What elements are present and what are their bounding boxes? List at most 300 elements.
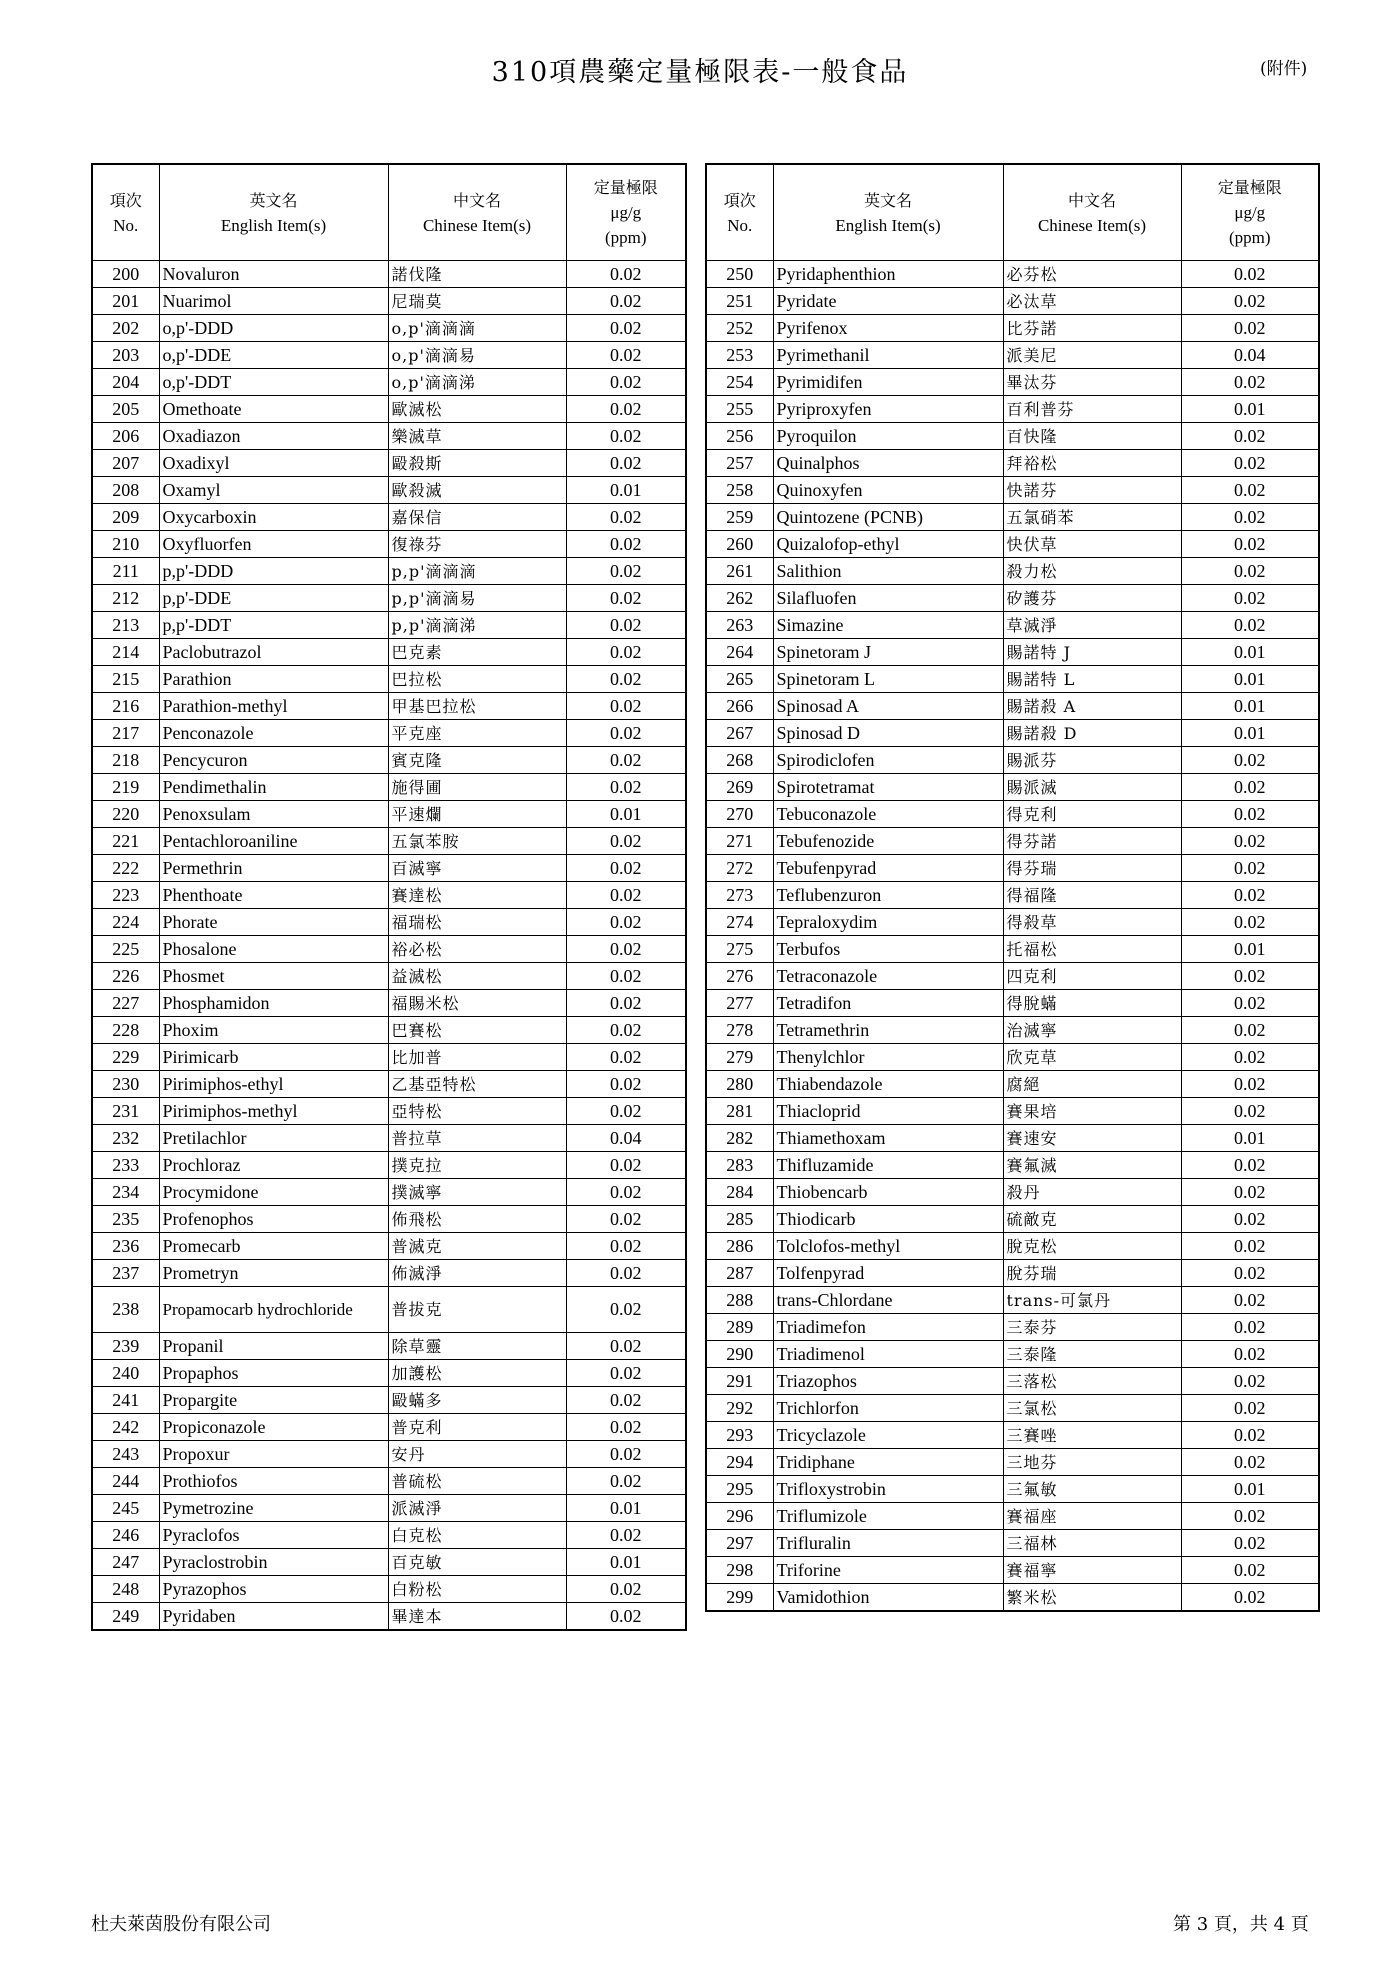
row-number: 230 bbox=[92, 1071, 159, 1098]
chinese-name: 得芬諾 bbox=[1003, 828, 1181, 855]
english-name: Thenylchlor bbox=[773, 1044, 1003, 1071]
english-name: Permethrin bbox=[159, 855, 388, 882]
english-name: Silafluofen bbox=[773, 585, 1003, 612]
chinese-name: 得脫蟎 bbox=[1003, 990, 1181, 1017]
table-row bbox=[706, 855, 1319, 882]
row-number: 218 bbox=[92, 747, 159, 774]
english-name: Tricyclazole bbox=[773, 1422, 1003, 1449]
row-number: 244 bbox=[92, 1468, 159, 1495]
annex-label: (附件) bbox=[1260, 59, 1308, 79]
chinese-name: 嘉保信 bbox=[388, 504, 566, 531]
limit-value: 0.02 bbox=[566, 747, 686, 774]
chinese-name: o,p'滴滴滴 bbox=[388, 315, 566, 342]
row-number: 288 bbox=[706, 1287, 773, 1314]
limit-value: 0.01 bbox=[1181, 1476, 1319, 1503]
chinese-name: 賜諾殺 A bbox=[1003, 693, 1181, 720]
footer-company: 杜夫萊茵股份有限公司 bbox=[91, 1914, 271, 1935]
limit-value: 0.02 bbox=[1181, 1314, 1319, 1341]
chinese-name: 得殺草 bbox=[1003, 909, 1181, 936]
limit-value: 0.01 bbox=[1181, 666, 1319, 693]
limit-value: 0.02 bbox=[566, 396, 686, 423]
row-number: 226 bbox=[92, 963, 159, 990]
chinese-name: 三落松 bbox=[1003, 1368, 1181, 1395]
limit-value: 0.02 bbox=[1181, 1152, 1319, 1179]
limit-value: 0.02 bbox=[566, 1206, 686, 1233]
english-name: Triadimenol bbox=[773, 1341, 1003, 1368]
limit-value: 0.02 bbox=[566, 855, 686, 882]
english-name: Prochloraz bbox=[159, 1152, 388, 1179]
row-number: 256 bbox=[706, 423, 773, 450]
table-row bbox=[706, 1530, 1319, 1557]
english-name: Propanil bbox=[159, 1333, 388, 1360]
english-name: Tepraloxydim bbox=[773, 909, 1003, 936]
english-name: Tetramethrin bbox=[773, 1017, 1003, 1044]
table-row bbox=[92, 504, 686, 531]
row-number: 257 bbox=[706, 450, 773, 477]
chinese-name: 施得圃 bbox=[388, 774, 566, 801]
row-number: 242 bbox=[92, 1414, 159, 1441]
row-number: 209 bbox=[92, 504, 159, 531]
table-row bbox=[706, 1314, 1319, 1341]
chinese-name: 白克松 bbox=[388, 1522, 566, 1549]
chinese-name: 繁米松 bbox=[1003, 1584, 1181, 1612]
table-row bbox=[92, 612, 686, 639]
chinese-name: p,p'滴滴滴 bbox=[388, 558, 566, 585]
chinese-name: 必芬松 bbox=[1003, 261, 1181, 288]
row-number: 213 bbox=[92, 612, 159, 639]
row-number: 235 bbox=[92, 1206, 159, 1233]
english-name: Tebufenpyrad bbox=[773, 855, 1003, 882]
english-name: Oxyfluorfen bbox=[159, 531, 388, 558]
table-row bbox=[92, 1468, 686, 1495]
english-name: Spinetoram L bbox=[773, 666, 1003, 693]
table-row bbox=[92, 1206, 686, 1233]
table-row bbox=[706, 909, 1319, 936]
english-name: Thiobencarb bbox=[773, 1179, 1003, 1206]
table-row bbox=[706, 1449, 1319, 1476]
row-number: 216 bbox=[92, 693, 159, 720]
table-row bbox=[92, 1044, 686, 1071]
row-number: 296 bbox=[706, 1503, 773, 1530]
chinese-name: 加護松 bbox=[388, 1360, 566, 1387]
row-number: 291 bbox=[706, 1368, 773, 1395]
chinese-name: 巴拉松 bbox=[388, 666, 566, 693]
row-number: 286 bbox=[706, 1233, 773, 1260]
table-row bbox=[92, 558, 686, 585]
row-number: 252 bbox=[706, 315, 773, 342]
limit-value: 0.02 bbox=[1181, 261, 1319, 288]
table-row bbox=[92, 477, 686, 504]
limit-value: 0.02 bbox=[566, 909, 686, 936]
row-number: 269 bbox=[706, 774, 773, 801]
limit-value: 0.02 bbox=[566, 612, 686, 639]
table-row bbox=[92, 1603, 686, 1631]
row-number: 292 bbox=[706, 1395, 773, 1422]
chinese-name: 畢汰芬 bbox=[1003, 369, 1181, 396]
row-number: 255 bbox=[706, 396, 773, 423]
chinese-name: 得芬瑞 bbox=[1003, 855, 1181, 882]
row-number: 261 bbox=[706, 558, 773, 585]
limit-value: 0.02 bbox=[566, 693, 686, 720]
row-number: 295 bbox=[706, 1476, 773, 1503]
table-row bbox=[706, 1044, 1319, 1071]
loq-table-left bbox=[91, 163, 687, 1631]
english-name: Paclobutrazol bbox=[159, 639, 388, 666]
table-row bbox=[92, 288, 686, 315]
table-row bbox=[706, 1422, 1319, 1449]
row-number: 224 bbox=[92, 909, 159, 936]
english-name: Tolclofos-methyl bbox=[773, 1233, 1003, 1260]
chinese-name: 畢達本 bbox=[388, 1603, 566, 1631]
chinese-name: 三福林 bbox=[1003, 1530, 1181, 1557]
limit-value: 0.02 bbox=[1181, 747, 1319, 774]
row-number: 249 bbox=[92, 1603, 159, 1631]
limit-value: 0.02 bbox=[1181, 1233, 1319, 1260]
table-row bbox=[92, 450, 686, 477]
table-row bbox=[706, 585, 1319, 612]
limit-value: 0.02 bbox=[1181, 585, 1319, 612]
chinese-name: 治滅寧 bbox=[1003, 1017, 1181, 1044]
english-name: Thifluzamide bbox=[773, 1152, 1003, 1179]
limit-value: 0.02 bbox=[566, 1441, 686, 1468]
table-row bbox=[706, 531, 1319, 558]
english-name: Tebufenozide bbox=[773, 828, 1003, 855]
header-limit: 定量極限 μg/g (ppm) bbox=[566, 164, 686, 261]
chinese-name: 三泰隆 bbox=[1003, 1341, 1181, 1368]
row-number: 282 bbox=[706, 1125, 773, 1152]
english-name: Propaphos bbox=[159, 1360, 388, 1387]
limit-value: 0.02 bbox=[1181, 1341, 1319, 1368]
chinese-name: 福瑞松 bbox=[388, 909, 566, 936]
row-number: 262 bbox=[706, 585, 773, 612]
row-number: 251 bbox=[706, 288, 773, 315]
table-row bbox=[706, 1557, 1319, 1584]
chinese-name: 賜派芬 bbox=[1003, 747, 1181, 774]
chinese-name: 復祿芬 bbox=[388, 531, 566, 558]
limit-value: 0.02 bbox=[1181, 909, 1319, 936]
chinese-name: 比芬諾 bbox=[1003, 315, 1181, 342]
chinese-name: 普拉草 bbox=[388, 1125, 566, 1152]
table-row bbox=[92, 1549, 686, 1576]
chinese-name: 三賽唑 bbox=[1003, 1422, 1181, 1449]
row-number: 239 bbox=[92, 1333, 159, 1360]
limit-value: 0.02 bbox=[1181, 1206, 1319, 1233]
row-number: 201 bbox=[92, 288, 159, 315]
chinese-name: 裕必松 bbox=[388, 936, 566, 963]
chinese-name: 矽護芬 bbox=[1003, 585, 1181, 612]
limit-value: 0.02 bbox=[1181, 855, 1319, 882]
limit-value: 0.01 bbox=[1181, 1125, 1319, 1152]
table-row bbox=[92, 990, 686, 1017]
table-row bbox=[92, 1287, 686, 1333]
row-number: 233 bbox=[92, 1152, 159, 1179]
table-row bbox=[706, 1476, 1319, 1503]
chinese-name: 賽福座 bbox=[1003, 1503, 1181, 1530]
english-name: Penconazole bbox=[159, 720, 388, 747]
table-row bbox=[706, 504, 1319, 531]
row-number: 217 bbox=[92, 720, 159, 747]
table-row bbox=[92, 666, 686, 693]
limit-value: 0.04 bbox=[1181, 342, 1319, 369]
english-name: Pymetrozine bbox=[159, 1495, 388, 1522]
chinese-name: 賽氟滅 bbox=[1003, 1152, 1181, 1179]
english-name: Pretilachlor bbox=[159, 1125, 388, 1152]
chinese-name: 甲基巴拉松 bbox=[388, 693, 566, 720]
english-name: Phorate bbox=[159, 909, 388, 936]
chinese-name: 五氯硝苯 bbox=[1003, 504, 1181, 531]
limit-value: 0.02 bbox=[566, 1414, 686, 1441]
row-number: 238 bbox=[92, 1287, 159, 1333]
english-name: Profenophos bbox=[159, 1206, 388, 1233]
row-number: 275 bbox=[706, 936, 773, 963]
chinese-name: 賜諾特 L bbox=[1003, 666, 1181, 693]
english-name: Pyrifenox bbox=[773, 315, 1003, 342]
limit-value: 0.02 bbox=[566, 585, 686, 612]
english-name: Phenthoate bbox=[159, 882, 388, 909]
row-number: 234 bbox=[92, 1179, 159, 1206]
limit-value: 0.02 bbox=[1181, 315, 1319, 342]
english-name: Tetraconazole bbox=[773, 963, 1003, 990]
chinese-name: 普滅克 bbox=[388, 1233, 566, 1260]
row-number: 228 bbox=[92, 1017, 159, 1044]
english-name: p,p'-DDT bbox=[159, 612, 388, 639]
english-name: Pirimiphos-ethyl bbox=[159, 1071, 388, 1098]
chinese-name: 賽達松 bbox=[388, 882, 566, 909]
english-name: Pyridate bbox=[773, 288, 1003, 315]
table-row bbox=[92, 774, 686, 801]
english-name: o,p'-DDT bbox=[159, 369, 388, 396]
table-row bbox=[706, 1260, 1319, 1287]
english-name: Thiabendazole bbox=[773, 1071, 1003, 1098]
loq-table-right bbox=[705, 163, 1320, 1612]
chinese-name: 百利普芬 bbox=[1003, 396, 1181, 423]
row-number: 225 bbox=[92, 936, 159, 963]
limit-value: 0.02 bbox=[566, 1333, 686, 1360]
limit-value: 0.02 bbox=[566, 1468, 686, 1495]
chinese-name: p,p'滴滴易 bbox=[388, 585, 566, 612]
row-number: 240 bbox=[92, 1360, 159, 1387]
table-row bbox=[706, 747, 1319, 774]
chinese-name: 三地芬 bbox=[1003, 1449, 1181, 1476]
table-row bbox=[706, 990, 1319, 1017]
table-row bbox=[706, 666, 1319, 693]
row-number: 250 bbox=[706, 261, 773, 288]
limit-value: 0.02 bbox=[566, 1233, 686, 1260]
table-row bbox=[92, 693, 686, 720]
table-row bbox=[92, 1522, 686, 1549]
english-name: Pendimethalin bbox=[159, 774, 388, 801]
row-number: 253 bbox=[706, 342, 773, 369]
footer-page-number: 第 3 頁，共 4 頁 bbox=[1173, 1914, 1309, 1935]
chinese-name: 福賜米松 bbox=[388, 990, 566, 1017]
row-number: 245 bbox=[92, 1495, 159, 1522]
row-number: 283 bbox=[706, 1152, 773, 1179]
english-name: Pyridaben bbox=[159, 1603, 388, 1631]
row-number: 285 bbox=[706, 1206, 773, 1233]
table-row bbox=[706, 558, 1319, 585]
row-number: 220 bbox=[92, 801, 159, 828]
table-row bbox=[92, 1017, 686, 1044]
chinese-name: 拜裕松 bbox=[1003, 450, 1181, 477]
row-number: 232 bbox=[92, 1125, 159, 1152]
table-row bbox=[706, 1152, 1319, 1179]
limit-value: 0.02 bbox=[566, 1098, 686, 1125]
limit-value: 0.02 bbox=[566, 1603, 686, 1631]
limit-value: 0.02 bbox=[1181, 612, 1319, 639]
chinese-name: 巴賽松 bbox=[388, 1017, 566, 1044]
english-name: Pirimiphos-methyl bbox=[159, 1098, 388, 1125]
header-no: 項次 No. bbox=[92, 164, 159, 261]
chinese-name: 賽速安 bbox=[1003, 1125, 1181, 1152]
row-number: 284 bbox=[706, 1179, 773, 1206]
english-name: Oxycarboxin bbox=[159, 504, 388, 531]
english-name: Pyraclostrobin bbox=[159, 1549, 388, 1576]
row-number: 258 bbox=[706, 477, 773, 504]
limit-value: 0.02 bbox=[1181, 774, 1319, 801]
chinese-name: 必汰草 bbox=[1003, 288, 1181, 315]
limit-value: 0.02 bbox=[1181, 1422, 1319, 1449]
row-number: 205 bbox=[92, 396, 159, 423]
english-name: Pyrazophos bbox=[159, 1576, 388, 1603]
row-number: 202 bbox=[92, 315, 159, 342]
header-chinese: 中文名 Chinese Item(s) bbox=[1003, 164, 1181, 261]
limit-value: 0.02 bbox=[566, 261, 686, 288]
english-name: Pencycuron bbox=[159, 747, 388, 774]
table-row bbox=[92, 1125, 686, 1152]
limit-value: 0.02 bbox=[1181, 1368, 1319, 1395]
table-row bbox=[706, 1017, 1319, 1044]
table-row bbox=[706, 1206, 1319, 1233]
limit-value: 0.02 bbox=[566, 1152, 686, 1179]
row-number: 223 bbox=[92, 882, 159, 909]
english-name: Spirotetramat bbox=[773, 774, 1003, 801]
table-row bbox=[706, 1395, 1319, 1422]
chinese-name: 撲克拉 bbox=[388, 1152, 566, 1179]
table-row bbox=[706, 261, 1319, 288]
english-name: p,p'-DDD bbox=[159, 558, 388, 585]
table-row bbox=[92, 396, 686, 423]
limit-value: 0.02 bbox=[566, 1360, 686, 1387]
chinese-name: 欣克草 bbox=[1003, 1044, 1181, 1071]
table-row bbox=[92, 936, 686, 963]
limit-value: 0.02 bbox=[566, 1260, 686, 1287]
chinese-name: 白粉松 bbox=[388, 1576, 566, 1603]
row-number: 236 bbox=[92, 1233, 159, 1260]
chinese-name: 殺力松 bbox=[1003, 558, 1181, 585]
limit-value: 0.02 bbox=[1181, 1179, 1319, 1206]
table-row bbox=[706, 450, 1319, 477]
limit-value: 0.02 bbox=[1181, 450, 1319, 477]
row-number: 212 bbox=[92, 585, 159, 612]
table-row bbox=[92, 315, 686, 342]
row-number: 274 bbox=[706, 909, 773, 936]
table-row bbox=[92, 1233, 686, 1260]
table-header bbox=[92, 164, 686, 261]
limit-value: 0.02 bbox=[1181, 369, 1319, 396]
header-no: 項次 No. bbox=[706, 164, 773, 261]
chinese-name: 三氯松 bbox=[1003, 1395, 1181, 1422]
english-name: Propamocarb hydrochloride bbox=[159, 1287, 388, 1333]
english-name: Penoxsulam bbox=[159, 801, 388, 828]
row-number: 266 bbox=[706, 693, 773, 720]
table-row bbox=[92, 585, 686, 612]
row-number: 254 bbox=[706, 369, 773, 396]
chinese-name: 佈飛松 bbox=[388, 1206, 566, 1233]
english-name: Simazine bbox=[773, 612, 1003, 639]
row-number: 293 bbox=[706, 1422, 773, 1449]
english-name: Prometryn bbox=[159, 1260, 388, 1287]
row-number: 207 bbox=[92, 450, 159, 477]
limit-value: 0.02 bbox=[1181, 1260, 1319, 1287]
row-number: 248 bbox=[92, 1576, 159, 1603]
table-row bbox=[92, 828, 686, 855]
limit-value: 0.02 bbox=[1181, 1017, 1319, 1044]
row-number: 204 bbox=[92, 369, 159, 396]
chinese-name: 普克利 bbox=[388, 1414, 566, 1441]
english-name: Parathion bbox=[159, 666, 388, 693]
table-row bbox=[92, 1441, 686, 1468]
english-name: Propiconazole bbox=[159, 1414, 388, 1441]
english-name: Nuarimol bbox=[159, 288, 388, 315]
chinese-name: trans-可氯丹 bbox=[1003, 1287, 1181, 1314]
limit-value: 0.02 bbox=[1181, 1530, 1319, 1557]
table-row bbox=[92, 909, 686, 936]
chinese-name: 比加普 bbox=[388, 1044, 566, 1071]
table-row bbox=[92, 639, 686, 666]
table-row bbox=[92, 261, 686, 288]
limit-value: 0.02 bbox=[566, 990, 686, 1017]
english-name: p,p'-DDE bbox=[159, 585, 388, 612]
row-number: 246 bbox=[92, 1522, 159, 1549]
limit-value: 0.01 bbox=[566, 801, 686, 828]
table-row bbox=[706, 693, 1319, 720]
table-row bbox=[92, 1576, 686, 1603]
chinese-name: 賓克隆 bbox=[388, 747, 566, 774]
table-row bbox=[706, 477, 1319, 504]
chinese-name: 百滅寧 bbox=[388, 855, 566, 882]
english-name: Phoxim bbox=[159, 1017, 388, 1044]
chinese-name: 派美尼 bbox=[1003, 342, 1181, 369]
row-number: 260 bbox=[706, 531, 773, 558]
header-chinese: 中文名 Chinese Item(s) bbox=[388, 164, 566, 261]
chinese-name: 快諾芬 bbox=[1003, 477, 1181, 504]
row-number: 210 bbox=[92, 531, 159, 558]
table-row bbox=[706, 315, 1319, 342]
chinese-name: 樂滅草 bbox=[388, 423, 566, 450]
english-name: Propargite bbox=[159, 1387, 388, 1414]
english-name: Terbufos bbox=[773, 936, 1003, 963]
table-row bbox=[706, 936, 1319, 963]
english-name: Procymidone bbox=[159, 1179, 388, 1206]
limit-value: 0.02 bbox=[566, 1387, 686, 1414]
chinese-name: 派滅淨 bbox=[388, 1495, 566, 1522]
row-number: 294 bbox=[706, 1449, 773, 1476]
row-number: 277 bbox=[706, 990, 773, 1017]
limit-value: 0.01 bbox=[566, 1495, 686, 1522]
table-row bbox=[706, 720, 1319, 747]
row-number: 229 bbox=[92, 1044, 159, 1071]
row-number: 263 bbox=[706, 612, 773, 639]
row-number: 200 bbox=[92, 261, 159, 288]
table-row bbox=[706, 423, 1319, 450]
row-number: 243 bbox=[92, 1441, 159, 1468]
chinese-name: 除草靈 bbox=[388, 1333, 566, 1360]
chinese-name: 百快隆 bbox=[1003, 423, 1181, 450]
table-row bbox=[92, 1179, 686, 1206]
english-name: Tridiphane bbox=[773, 1449, 1003, 1476]
row-number: 241 bbox=[92, 1387, 159, 1414]
row-number: 273 bbox=[706, 882, 773, 909]
